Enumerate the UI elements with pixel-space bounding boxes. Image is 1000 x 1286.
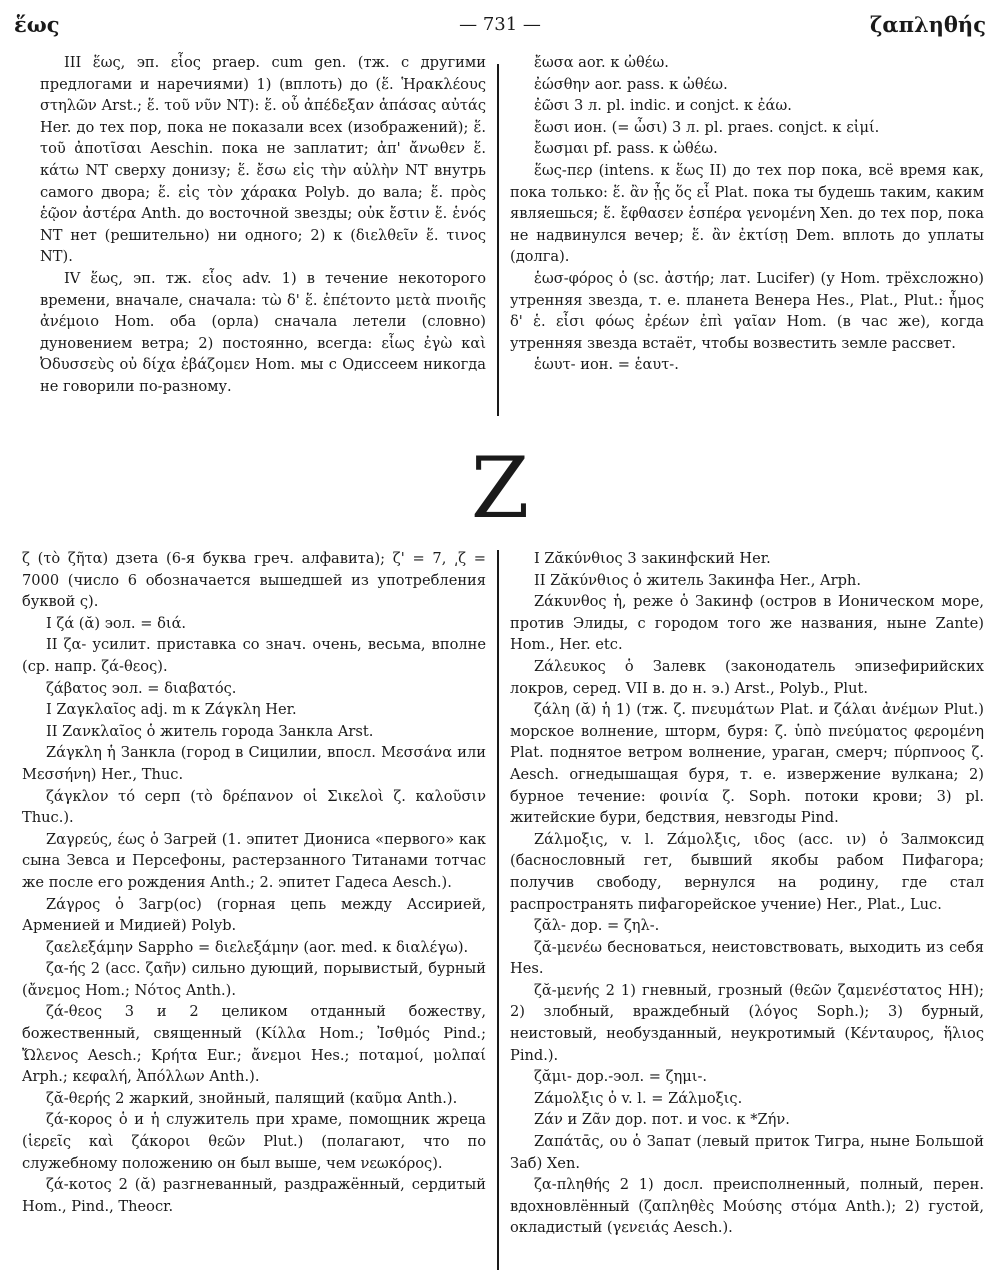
entry: II Ζανκλαῖος ὁ житель города Занкла Arst. [46,722,374,740]
entry: Ζάν и Ζᾶν дор. пот. и voc. к *Ζήν. [534,1111,790,1129]
entry: Ζαπάτᾱς, ου ὁ Запат (левый приток Тигра, ныне Большой Заб) Xen. [510,1133,984,1172]
section-letter: Z [470,439,530,537]
entry: Ζάκυνθος ἡ, реже ὁ Закинф (остров в Ионическом море, против Элиды, с городом того же названия, ныне Zante) Hom., Her. etc. [510,593,984,654]
entry: Ζάμολξις ὁ v. l. = Ζάλμοξις. [534,1089,743,1107]
running-head-right: ζαπληθής [869,12,986,37]
entry: II ζα- усилит. приставка со знач. очень, весьма, вполне (ср. напр. ζά-θεος). [22,636,486,675]
entry: I Ζᾰκύνθιος 3 закинфский Her. [534,550,771,567]
entry: ζά-κοτος 2 (ᾰ) разгневанный, раздражённый, сердитый Hom., Pind., Theocr. [22,1176,486,1215]
entry: ζάλη (ᾰ) ἡ 1) (тж. ζ. πνευμάτων Plat. и ζάλαι ἀνέμων Plut.) морское волнение, шторм, буря: ζ. ὑπὸ πνεύματος φερομένη Plat. поднятое ветром волнение, ураган, смерч; πύρπνοος ζ. Aesch. огнедышащая буря, т. е. извержение вулкана; 2) бурное течение: φοινία ζ. Soph. потоки крови; 3) pl. житейские бури, бедствия, невзгоды Pind. [510,701,984,827]
entry: ἑωυτ- ион. = ἑαυτ-. [534,356,679,374]
entry: ζᾰ-μενής 2 1) гневный, грозный (θεῶν ζαμενέστατος HH); 2) злобный, враждебный (λόγος Soph.); 3) бурный, неистовый, необузданный, неукротимый (Κένταυρος, ἥλιος Pind.). [510,981,984,1064]
column-top-left [40,52,486,398]
column-divider [497,550,499,1270]
entry: I ζά (ᾰ) эол. = διά. [46,614,187,632]
column-bottom-left [22,548,486,1217]
entry: ζᾰμι- дор.-эол. = ζημι-. [534,1068,708,1086]
entry: Ζάγρος ὁ Загр(ос) (горная цепь между Ассирией, Арменией и Мидией) Polyb. [22,895,486,935]
entry: ζᾰλ- дор. = ζηλ-. [534,917,660,935]
entry: II Ζᾰκύνθιος ὁ житель Закинфа Her., Arph. [534,571,861,589]
entry: Ζάλευκος ὁ Залевк (законодатель эпизефирийских локров, серед. VII в. до н. э.) Arst., Polyb., Plut. [510,657,984,697]
entry: Ζάλμοξις, v. l. Ζάμολξις, ιδος (acc. ιν) ὁ Залмоксид (баснословный гет, бывший якобы рабом Пифагора; получив свободу, вернулся на родину, где стал распространять пифагорейское учение) Her., Plat., Luc. [510,830,984,913]
entry: ἑωσ-φόρος ὁ (sc. ἀστήρ; лат. Lucifer) (у Hom. трёхсложно) утренняя звезда, т. е. планета Венера Hes., Plat., Plut.: ἦμος δ' ἑ. εἶσι φόως ἐρέων ἐπὶ γαῖαν Hom. (в час же), когда утренняя звезда встаёт, чтобы возвестить земле рассвет. [510,269,984,352]
entry: ζάγκλον τό серп (τὸ δρέπανον οἱ Σικελοὶ ζ. καλοῦσιν Thuc.). [22,787,486,827]
entry: ἐώσθην aor. pass. к ὠθέω. [534,75,728,93]
entry: ζαελεξάμην Sappho = διελεξάμην (aor. med. к διαλέγω). [46,938,469,956]
column-divider [497,64,499,416]
entry: ἔωσι ион. (= ὦσι) 3 л. pl. praes. conjct. к εἰμί. [534,118,880,136]
entry: ἐῶσι 3 л. pl. indic. и conjct. к ἐάω. [534,97,792,115]
column-top-right [510,52,984,376]
entry: Ζαγρεύς, έως ὁ Загрей (1. эпитет Диониса «первого» как сына Зевса и Персефоны, растерзанного Титанами тотчас же после его рождения Anth.; 2. эпитет Гадеса Aesch.). [22,830,486,891]
entry: ζά-θεος 3 и 2 целиком отданный божеству, божественный, священный (Κίλλα Hom.; Ἰσθμός Pind.; Ὤλενος Aesch.; Κρήτα Eur.; ἄνεμοι Hes.; ποταμοί, μολπαί Arph.; κεφαλή, Ἀπόλλων Anth.). [22,1003,486,1086]
entry: ζα-ής 2 (acc. ζαῆν) сильно дующий, порывистый, бурный (ἄνεμος Hom.; Νότος Anth.). [22,960,486,999]
column-bottom-right [510,548,984,1239]
entry: ζᾰ-μενέω бесноваться, неистовствовать, выходить из себя Hes. [510,938,984,978]
entry: ἔωσα aor. к ὠθέω. [534,54,669,71]
running-head-left: ἕως [14,12,60,37]
page-number: — 731 — [459,14,541,35]
entry: IV ἕως, эп. тж. εἷος adv. 1) в течение некоторого времени, вначале, сначала: τὼ δ' ἕ. ἐπέτοντο μετὰ πνοιῆς ἀνέμοιο Hom. оба (орла) сначала летели (словно) дуновением ветра; 2) постоянно, всегда: εἷως ἐγὼ καὶ Ὀδυσσεὺς οὐ δίχα ἐβάζομεν Hom. мы с Одиссеем никогда не говорили по-разному. [40,269,486,395]
entry: III ἕως, эп. εἷος praep. cum gen. (тж. с другими предлогами и наречиями) 1) (вплоть) до (ἕ. Ἡρακλέους στηλῶν Arst.; ἕ. τοῦ νῦν NT): ἕ. οὗ ἀπέδεξαν ἁπάσας αὐτάς Her. до тех пор, пока не показали всех (изображений); ἕ. τοῦ ἀποτῖσαι Aeschin. пока не заплатит; ἀπ' ἄνωθεν ἕ. κάτω NT сверху донизу; ἕ. ἔσω εἰς τὴν αὐλὴν NT внутрь самого двора; ἕ. εἰς τὸν χάρακα Polyb. до вала; ἕ. πρὸς ἑῷον ἀστέρα Anth. до восточной звезды; οὐκ ἔστιν ἕ. ἑνός NT нет (решительно) ни одного; 2) к (διελθεῖν ἕ. τινος NT). [40,54,486,266]
entry: ζα-πληθής 2 1) досл. преисполненный, полный, перен. вдохновлённый (ζαπληθὲς Μούσης στόμα Anth.); 2) густой, окладистый (γενειάς Aesch.). [510,1176,984,1237]
entry: ζά-κορος ὁ и ἡ служитель при храме, помощник жреца (ἱερεῖς καὶ ζάκοροι θεῶν Plut.) (полагают, что по служебному положению он был выше, чем νεωκόρος). [22,1111,486,1172]
entry: ζ (τὸ ζῆτα) дзета (6-я буква греч. алфавита); ζ' = 7, ͵ζ = 7000 (число 6 обозначается вышедшей из употребления буквой ς). [22,550,486,611]
entry: ζᾰ-θερής 2 жаркий, знойный, палящий (καῦμα Anth.). [46,1089,458,1107]
entry: ἔωσμαι pf. pass. к ὠθέω. [534,140,718,158]
entry: I Ζαγκλαῖος adj. m к Ζάγκλη Her. [46,701,297,719]
entry: ζάβατος эол. = διαβατός. [46,679,237,697]
entry: Ζάγκλη ἡ Занкла (город в Сицилии, впосл. Μεσσάνα или Μεσσήνη) Her., Thuc. [22,744,486,783]
page-header [0,0,1000,44]
entry: ἕως-περ (intens. к ἕως II) до тех пор пока, всё время как, пока только: ἕ. ἂν ᾖς ὅς εἶ Plat. пока ты будешь таким, каким являешься; ἕ. ἔφθασεν ἑσπέρα γενομένη Xen. до тех пор, пока не надвинулся вечер; ἕ. ἂν ἐκτίσῃ Dem. вплоть до уплаты (долга). [510,161,984,266]
